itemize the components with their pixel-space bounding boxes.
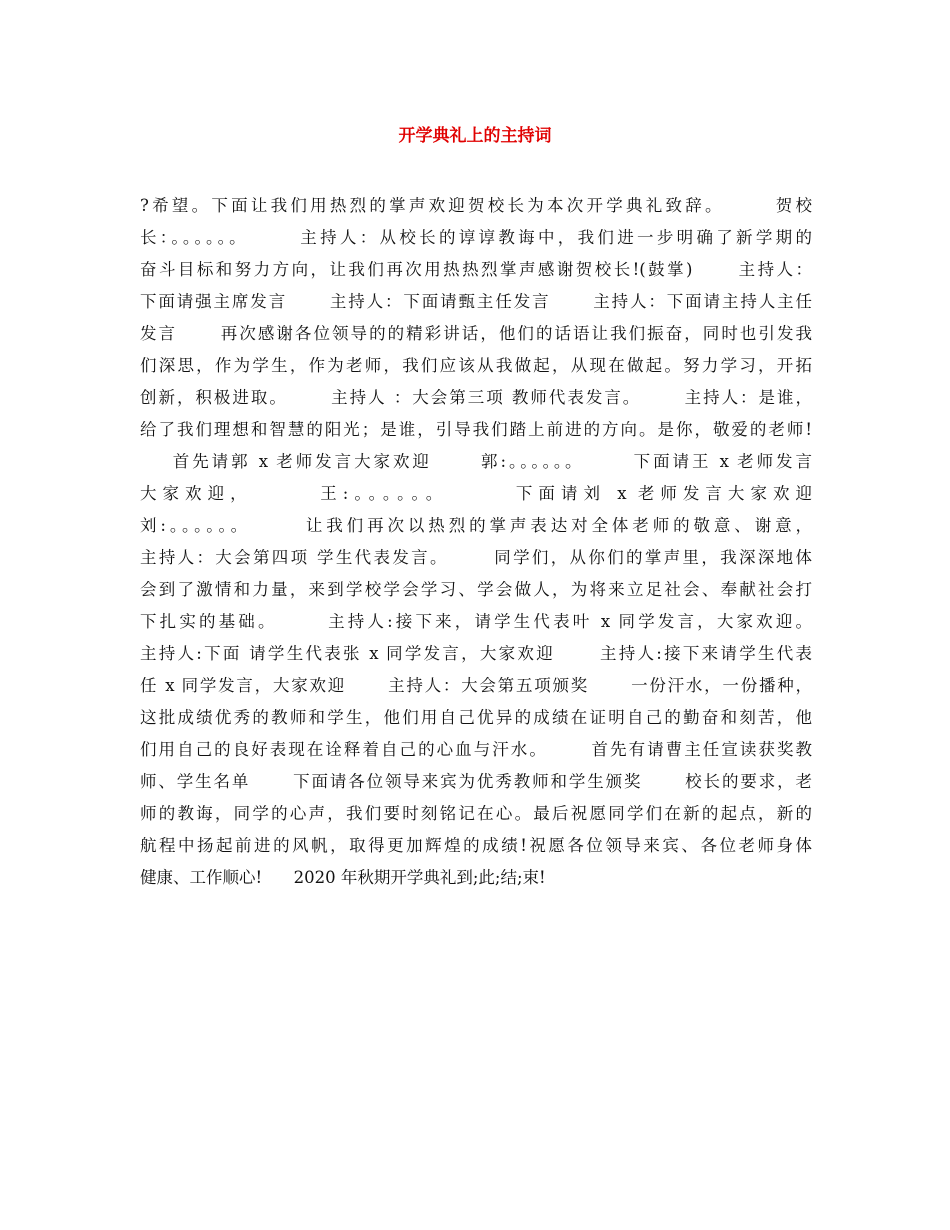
body-line-18: 们用自己的良好表现在诠释着自己的心血与汗水。 首先有请曹主任宣读获奖教 <box>140 740 812 759</box>
body-line-11: 刘:。。。。。。 让我们再次以热烈的掌声表达对全体老师的敬意、谢意， <box>140 516 812 535</box>
body-line-13: 会到了激情和力量，来到学校学会学习、学会做人，为将来立足社会、奉献社会打 <box>140 580 812 599</box>
body-line-1: ?希望。下面让我们用热烈的掌声欢迎贺校长为本次开学典礼致辞。 贺校 <box>140 196 812 215</box>
body-line-5: 发言 再次感谢各位领导的的精彩讲话，他们的话语让我们振奋，同时也引发我 <box>140 324 812 343</box>
body-line-7: 创新，积极进取。 主持人 ：大会第三项 教师代表发言。 主持人：是谁， <box>140 388 812 407</box>
body-line-22: 健康、工作顺心! 2020 年秋期开学典礼到;此;结;束! <box>140 868 546 887</box>
body-line-20: 师的教诲，同学的心声，我们要时刻铭记在心。最后祝愿同学们在新的起点，新的 <box>140 804 812 823</box>
body-line-15: 主持人:下面 请学生代表张 x 同学发言，大家欢迎 主持人:接下来请学生代表 <box>140 644 812 663</box>
body-line-17: 这批成绩优秀的教师和学生，他们用自己优异的成绩在证明自己的勤奋和刻苦，他 <box>140 708 812 727</box>
body-line-21: 航程中扬起前进的风帆，取得更加辉煌的成绩!祝愿各位领导来宾、各位老师身体 <box>140 836 812 855</box>
document-body <box>140 190 812 894</box>
body-line-3: 奋斗目标和努力方向，让我们再次用热热烈掌声感谢贺校长!(鼓掌) 主持人： <box>140 260 812 279</box>
body-line-8: 给了我们理想和智慧的阳光；是谁，引导我们踏上前进的方向。是你，敬爱的老师! <box>140 420 812 439</box>
body-line-12: 主持人：大会第四项 学生代表发言。 同学们，从你们的掌声里，我深深地体 <box>140 548 812 567</box>
body-line-14: 下扎实的基础。 主持人:接下来，请学生代表叶 x 同学发言，大家欢迎。 <box>140 612 812 631</box>
body-line-6: 们深思，作为学生，作为老师，我们应该从我做起，从现在做起。努力学习，开拓 <box>140 356 812 375</box>
document-title: 开学典礼上的主持词 <box>398 126 552 146</box>
body-line-10: 大家欢迎， 王:。。。。。。 下面请刘 x 老师发言大家欢迎 <box>140 484 812 503</box>
body-line-4: 下面请强主席发言 主持人：下面请甄主任发言 主持人：下面请主持人主任 <box>140 292 812 311</box>
body-line-2: 长：。。。。。。 主持人：从校长的谆谆教诲中，我们进一步明确了新学期的 <box>140 228 812 247</box>
body-line-19: 师、学生名单 下面请各位领导来宾为优秀教师和学生颁奖 校长的要求，老 <box>140 772 812 791</box>
body-line-9: 首先请郭 x 老师发言大家欢迎 郭:。。。。。。 下面请王 x 老师发言 <box>140 452 812 471</box>
body-line-16: 任 x 同学发言，大家欢迎 主持人：大会第五项颁奖 一份汗水，一份播种， <box>140 676 812 695</box>
